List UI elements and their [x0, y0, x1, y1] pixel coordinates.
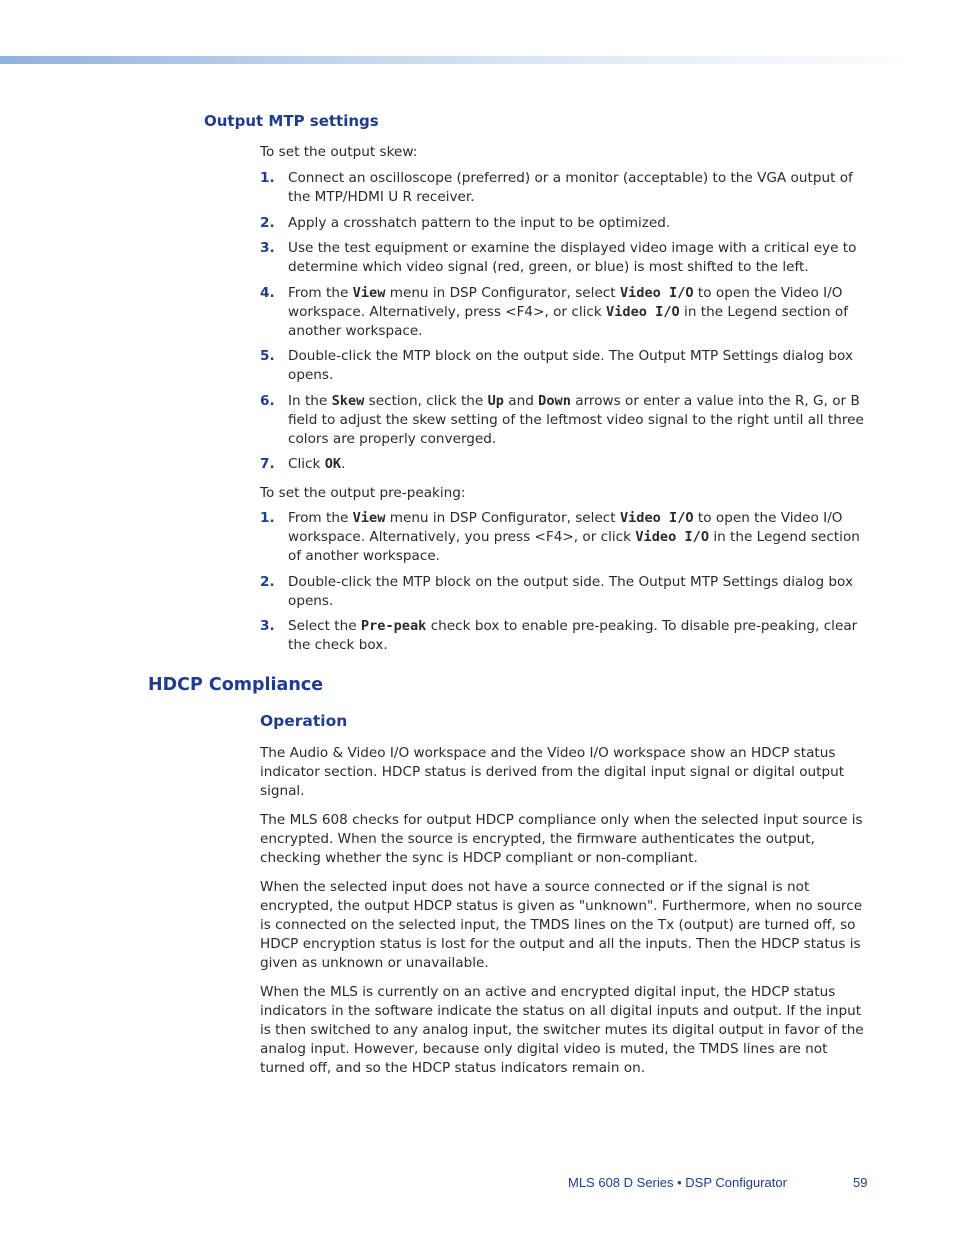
step-text-fragment: section, click the — [364, 392, 488, 409]
hdcp-paragraph: The MLS 608 checks for output HDCP compliance only when the selected input source is encrypted. When the source is encrypted, the firmware authenticates the output, checking whether the sync is HDCP compliant or non-compliant. — [260, 812, 863, 866]
step-number: 6. — [260, 392, 275, 409]
step-text-fragment: in the Legend section of another workspace. — [288, 303, 849, 339]
step-text-fragment: Apply a crosshatch pattern to the input to be optimized. — [288, 214, 671, 231]
step-number: 1. — [260, 510, 275, 526]
operation-subheading: Operation — [260, 712, 348, 730]
step-item — [260, 455, 870, 474]
step-item — [260, 509, 870, 566]
ui-term: Video I/O — [619, 510, 694, 526]
step-number: 5. — [260, 348, 275, 364]
step-text-fragment: in the Legend section of another workspace. — [288, 529, 860, 564]
step-text — [288, 169, 870, 207]
step-text — [288, 347, 870, 385]
step-item — [260, 573, 870, 611]
step-text-fragment: and — [503, 392, 539, 409]
skew-intro: To set the output skew: — [260, 144, 418, 160]
hdcp-paragraph: When the MLS is currently on an active and encrypted digital input, the HDCP status indicators in the software indicate the status on all digital inputs and output. If the input is then switched to any analog input, the switcher mutes its digital output in favor of the analog input. However, because only digital video is muted, the TMDS lines are not turned off, and so the HDCP status indicators remain on. — [260, 984, 864, 1076]
step-item — [260, 284, 870, 341]
step-text — [288, 214, 870, 233]
ui-term: Up — [487, 392, 504, 409]
ui-term: Down — [538, 392, 571, 409]
ui-term: Skew — [331, 392, 365, 409]
ui-term: View — [352, 284, 386, 301]
step-item — [260, 214, 870, 233]
output-mtp-heading: Output MTP settings — [204, 112, 379, 130]
step-text-fragment: Use the test equipment or examine the displayed video image with a critical eye to determine which video signal (red, green, or blue) is most shifted to the left. — [288, 240, 857, 275]
step-text — [288, 284, 870, 341]
step-text-fragment: menu in DSP Configurator, select — [385, 284, 620, 301]
step-text-fragment: menu in DSP Configurator, select — [385, 510, 620, 526]
ui-term: Video I/O — [606, 303, 680, 320]
step-text — [288, 392, 870, 449]
step-number: 7. — [260, 456, 275, 472]
step-text-fragment: Double-click the MTP block on the output side. The Output MTP Settings dialog box opens. — [288, 573, 853, 609]
step-number: 1. — [260, 170, 275, 186]
step-text-fragment: From the — [288, 284, 353, 301]
step-text-fragment: Connect an oscilloscope (preferred) or a monitor (acceptable) to the VGA output of the MTP/HDMI U R receiver. — [288, 170, 853, 205]
step-number: 2. — [260, 214, 275, 231]
header-gradient-bar — [0, 56, 930, 64]
ui-term: OK — [324, 456, 342, 472]
ui-term: Pre-peak — [360, 618, 427, 634]
step-item — [260, 239, 870, 277]
step-text-fragment: check box to enable pre-peaking. To disable pre-peaking, clear the check box. — [288, 618, 858, 653]
pre-peaking-steps-list — [260, 509, 870, 662]
ui-term: Video I/O — [619, 284, 694, 301]
footer-title: MLS 608 D Series • DSP Configurator — [568, 1175, 787, 1190]
step-item — [260, 392, 870, 449]
skew-steps-list — [260, 169, 870, 481]
ui-term: View — [352, 510, 386, 526]
hdcp-compliance-heading: HDCP Compliance — [148, 675, 324, 695]
step-text-fragment: to open the Video I/O workspace. Alternatively, press <F4>, or click — [288, 284, 843, 320]
step-text-fragment: arrows or enter a value into the R, G, or B field to adjust the skew setting of the leftmost video signal to the right until all three colors are properly converged. — [288, 392, 864, 447]
step-item — [260, 347, 870, 385]
step-text — [288, 573, 870, 611]
step-text — [288, 455, 870, 474]
step-item — [260, 169, 870, 207]
step-text-fragment: In the — [288, 392, 332, 409]
step-number: 4. — [260, 284, 275, 301]
step-text-fragment: Click — [288, 456, 325, 472]
page-number: 59 — [853, 1175, 868, 1190]
step-text — [288, 509, 870, 566]
pre-peaking-intro: To set the output pre-peaking: — [260, 485, 466, 501]
step-text — [288, 239, 870, 277]
step-text-fragment: Select the — [288, 618, 361, 634]
hdcp-paragraph: The Audio & Video I/O workspace and the Video I/O workspace show an HDCP status indicator section. HDCP status is derived from the digital input signal or digital output signal. — [260, 745, 845, 799]
step-item — [260, 617, 870, 655]
step-text-fragment: . — [341, 456, 346, 472]
step-text-fragment: From the — [288, 510, 353, 526]
step-text — [288, 617, 870, 655]
hdcp-paragraph: When the selected input does not have a source connected or if the signal is not encrypted, the output HDCP status is given as "unknown". Furthermore, when no source is connected on the selected input, the TMDS lines on the Tx (output) are turned off, so HDCP encryption status is lost for the output and all the inputs. Then the HDCP status is given as unknown or unavailable. — [260, 879, 863, 971]
ui-term: Video I/O — [635, 529, 710, 545]
step-number: 2. — [260, 573, 275, 590]
step-text-fragment: Double-click the MTP block on the output side. The Output MTP Settings dialog box opens. — [288, 348, 853, 383]
step-text-fragment: to open the Video I/O workspace. Alternatively, you press <F4>, or click — [288, 510, 843, 545]
step-number: 3. — [260, 618, 275, 634]
step-number: 3. — [260, 240, 275, 256]
